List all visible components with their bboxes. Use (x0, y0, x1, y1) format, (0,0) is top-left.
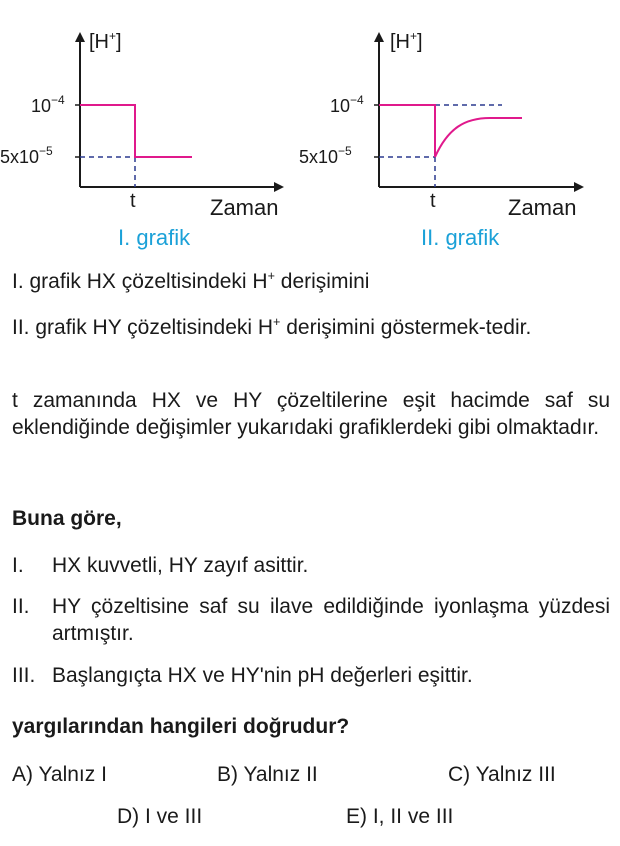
graph-2-x-label: Zaman (508, 195, 577, 220)
graph-1-x-tick-t: t (130, 190, 136, 212)
lead-text: Buna göre, (12, 507, 122, 530)
option-e[interactable]: E) I, II ve III (346, 805, 454, 828)
question-text: yargılarından hangileri doğrudur? (12, 715, 350, 738)
graph-2-y-tick-high: $10^{-4}$ (330, 93, 364, 116)
statement-3-text: Başlangıçta HX ve HY'nin pH değerleri eşittir. (52, 664, 473, 687)
statement-1-text: HX kuvvetli, HY zayıf asittir. (52, 554, 309, 577)
graph-1 (0, 0, 620, 250)
graph-1-y-label: [H+] (89, 29, 122, 53)
graph-1-series-hx (80, 105, 192, 157)
graph-2-x-tick-t: t (430, 190, 436, 212)
option-c[interactable]: C) Yalnız III (448, 763, 556, 786)
statement-3-num: III. (12, 664, 36, 687)
graph-2-title: II. grafik (421, 225, 500, 250)
graph-2-series-hy (379, 105, 522, 157)
graph-2-y-tick-low: $5x10^{-5}$ (299, 144, 352, 167)
paragraph-3: t zamanında HX ve HY çözeltilerine eşit hacimde saf su eklendiğinde değişimler yukarıdaki grafiklerdeki gibi olmaktadır. (12, 389, 610, 439)
graph-1-title: I. grafik (118, 225, 191, 250)
graph-2-y-label: [H+] (390, 29, 423, 53)
option-a[interactable]: A) Yalnız I (12, 763, 107, 786)
option-d[interactable]: D) I ve III (117, 805, 203, 828)
statement-1-num: I. (12, 554, 24, 577)
option-b[interactable]: B) Yalnız II (217, 763, 318, 786)
statement-2-num: II. (12, 595, 30, 618)
paragraph-1: I. grafik HX çözeltisindeki H+ derişimini (12, 269, 370, 293)
statement-2-text: HY çözeltisine saf su ilave edildiğinde iyonlaşma yüzdesi artmıştır. (52, 595, 610, 645)
graph-1-y-tick-high: $10^{-4}$ (31, 93, 65, 116)
graph-1-x-label: Zaman (210, 195, 279, 220)
paragraph-2: II. grafik HY çözeltisindeki H+ derişimini göstermek-tedir. (12, 315, 532, 339)
graph-1-y-tick-low: $5x10^{-5}$ (0, 144, 53, 167)
